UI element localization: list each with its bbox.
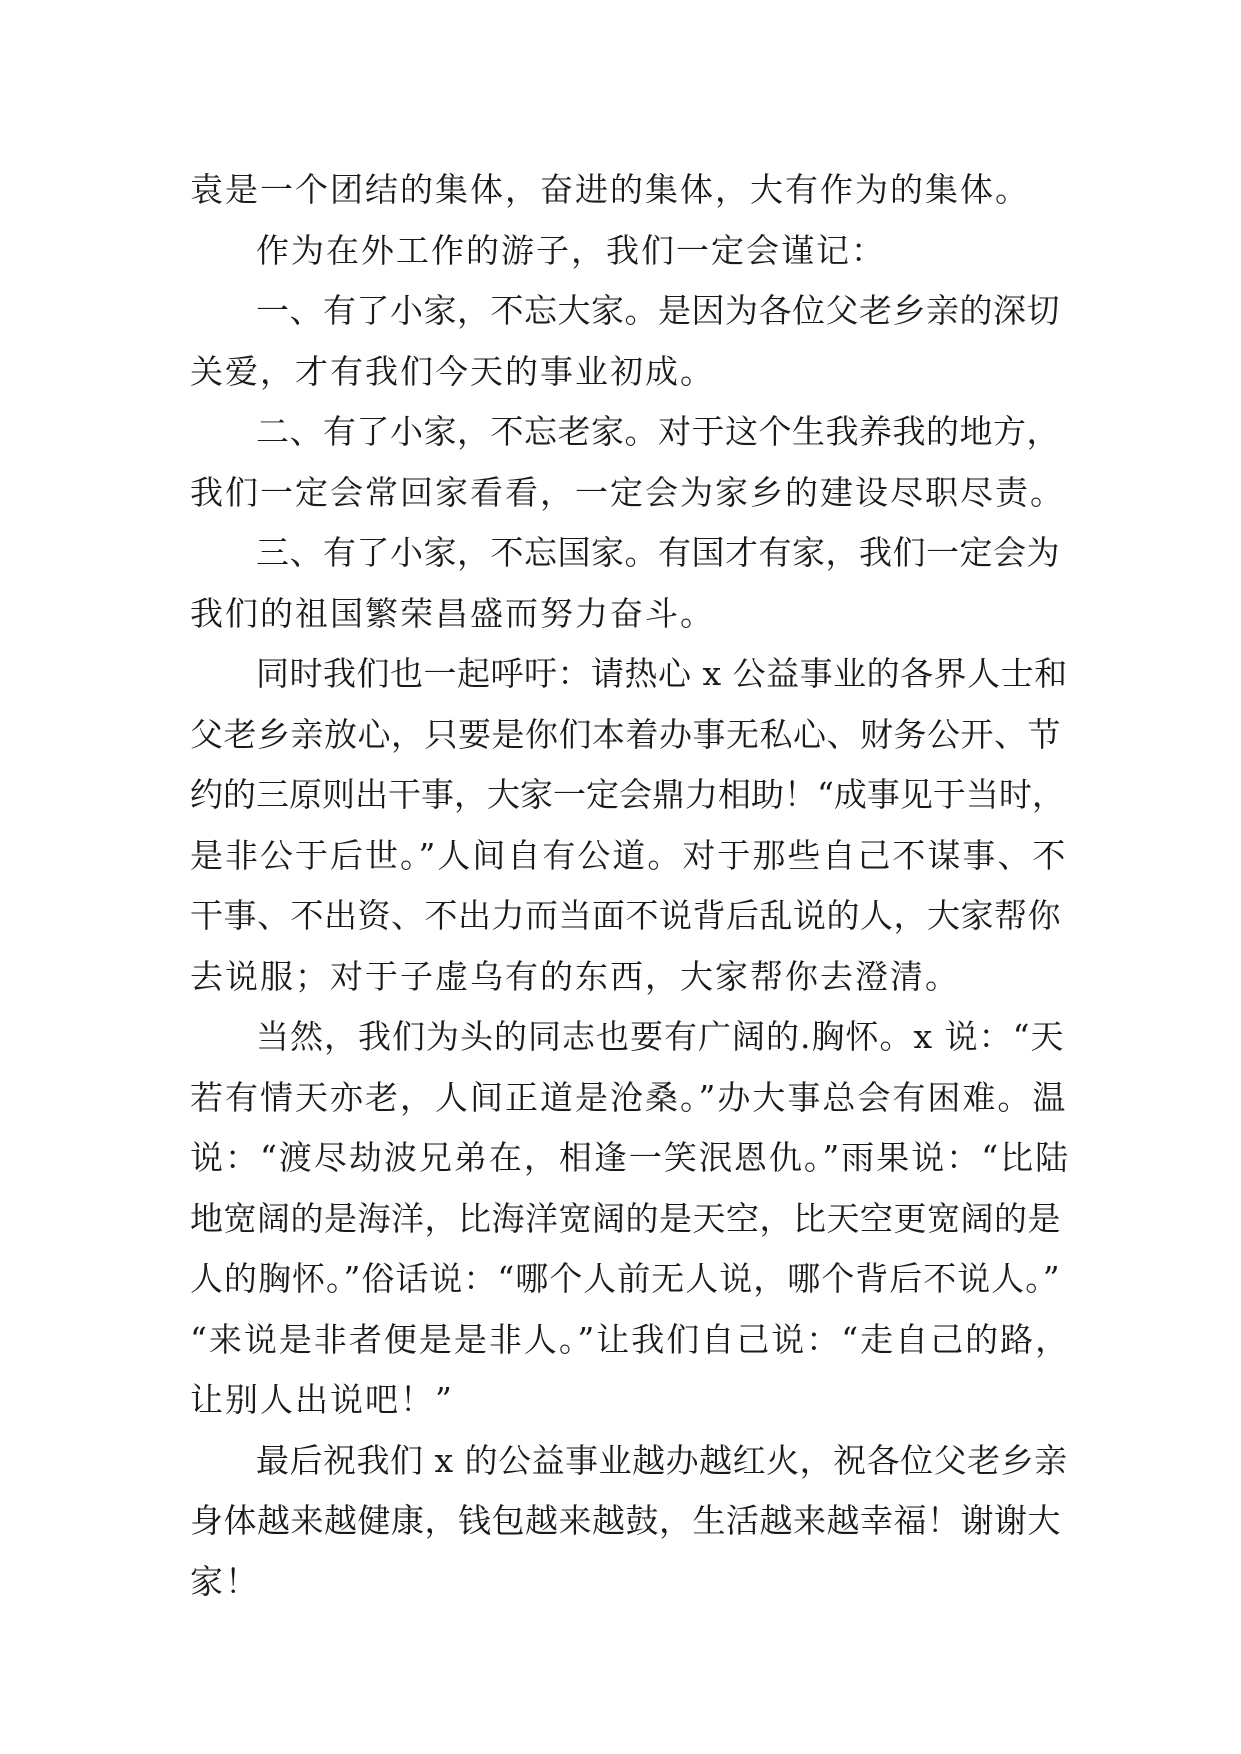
text-line: 人的胸怀。”俗话说：“哪个人前无人说，哪个背后不说人。” bbox=[190, 1259, 1061, 1298]
text-line: 袁是一个团结的集体，奋进的集体，大有作为的集体。 bbox=[190, 170, 1030, 209]
text-line: 是非公于后世。”人间自有公道。对于那些自己不谋事、不 bbox=[190, 835, 1068, 875]
text-line: 身体越来越健康，钱包越来越鼓，生活越来越幸福！谢谢大 bbox=[190, 1501, 1061, 1540]
text-line: 我们一定会常回家看看，一定会为家乡的建设尽职尽责。 bbox=[190, 472, 1065, 512]
text-line: 家！ bbox=[190, 1561, 260, 1601]
text-line: 二、有了小家，不忘老家。对于这个生我养我的地方， bbox=[256, 412, 1060, 451]
text-line: 约的三原则出干事，大家一定会鼎力相助！“成事见于当时， bbox=[190, 775, 1065, 814]
text-line: 干事、不出资、不出力而当面不说背后乱说的人，大家帮你 bbox=[190, 896, 1061, 935]
text-line: 作为在外工作的游子，我们一定会谨记： bbox=[256, 230, 886, 270]
text-line: 一、有了小家，不忘大家。是因为各位父老乡亲的深切 bbox=[256, 291, 1060, 330]
text-line: 若有情天亦老，人间正道是沧桑。”办大事总会有困难。温 bbox=[190, 1077, 1068, 1117]
text-line: 关爱，才有我们今天的事业初成。 bbox=[190, 351, 715, 391]
text-line: 同时我们也一起呼吁：请热心 x 公益事业的各界人士和 bbox=[256, 654, 1068, 693]
text-line: “来说是非者便是是非人。”让我们自己说：“走自己的路， bbox=[190, 1319, 1071, 1359]
text-line: 地宽阔的是海洋，比海洋宽阔的是天空，比天空更宽阔的是 bbox=[190, 1198, 1061, 1238]
text-line: 让别人出说吧！” bbox=[190, 1380, 454, 1419]
document-body bbox=[190, 160, 1070, 1612]
text-line: 当然，我们为头的同志也要有广阔的.胸怀。x 说：“天 bbox=[256, 1017, 1065, 1056]
text-line: 说：“渡尽劫波兄弟在，相逢一笑泯恩仇。”雨果说：“比陆 bbox=[190, 1138, 1071, 1177]
text-line: 三、有了小家，不忘国家。有国才有家，我们一定会为 bbox=[256, 533, 1060, 572]
text-line: 去说服；对于子虚乌有的东西，大家帮你去澄清。 bbox=[190, 956, 960, 996]
text-line: 我们的祖国繁荣昌盛而努力奋斗。 bbox=[190, 593, 715, 633]
text-line: 父老乡亲放心，只要是你们本着办事无私心、财务公开、节 bbox=[190, 714, 1061, 754]
text-line: 最后祝我们 x 的公益事业越办越红火，祝各位父老乡亲 bbox=[256, 1440, 1068, 1480]
